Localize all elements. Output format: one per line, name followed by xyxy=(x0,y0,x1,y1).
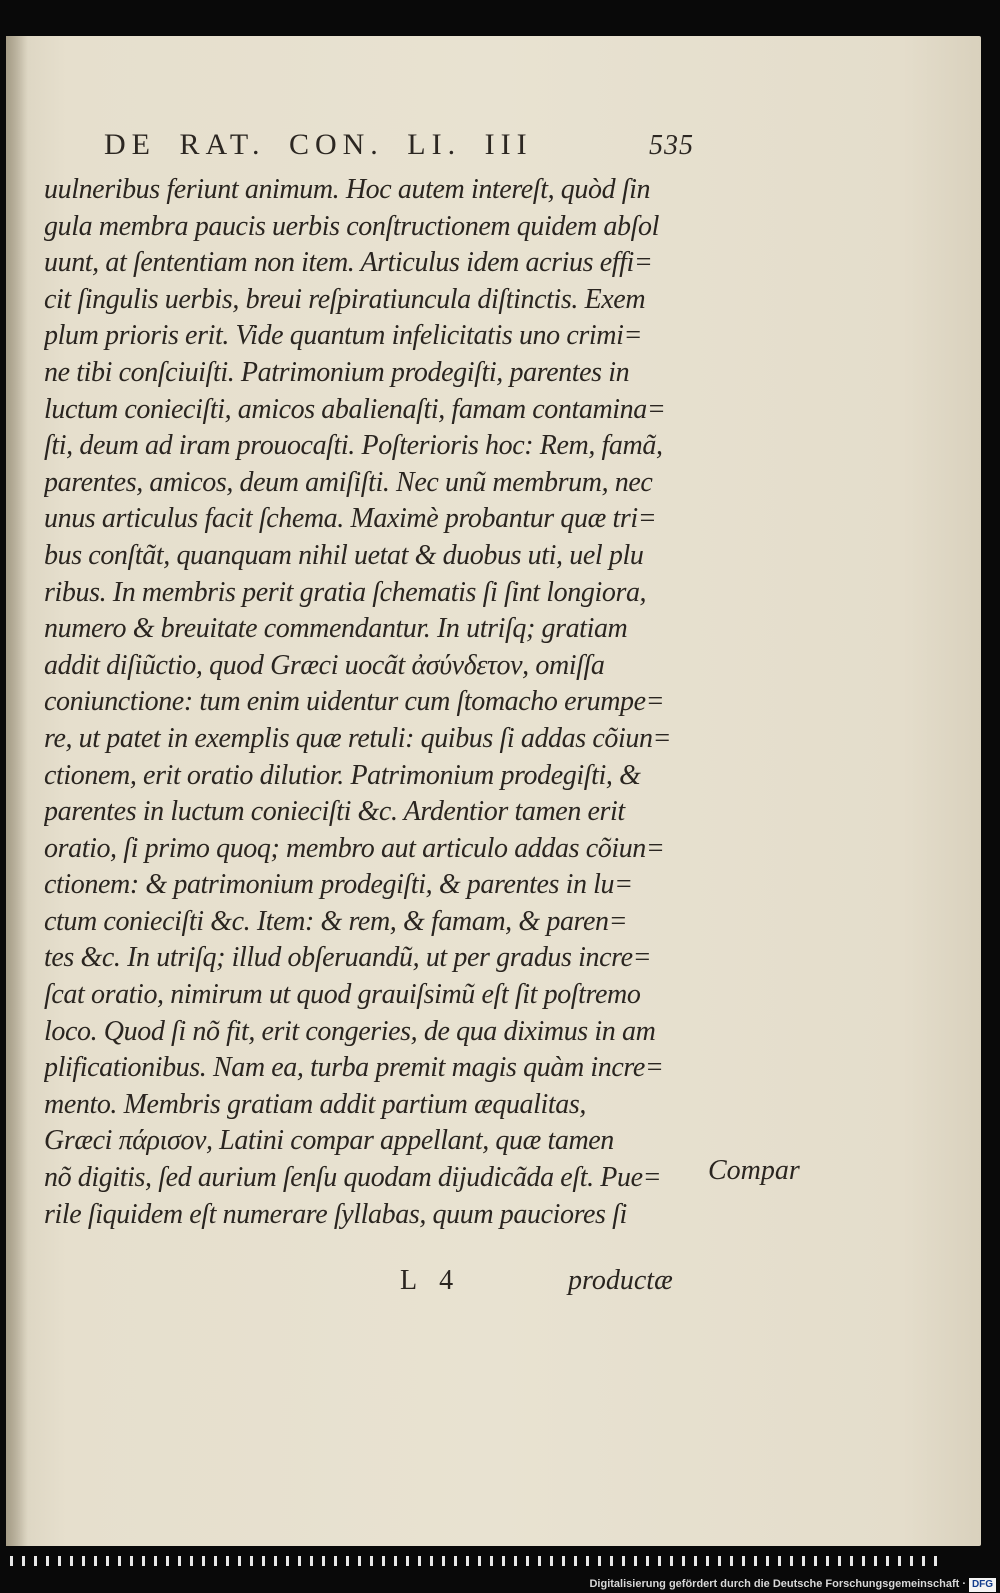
text-line: mento. Membris gratiam addit partium æqualitas, xyxy=(44,1088,586,1120)
running-head-title: DE RAT. CON. LI. III xyxy=(104,128,533,161)
signature-mark: L 4 xyxy=(400,1265,462,1296)
text-line: ctum conieciſti &c. Item: & rem, & famam, & paren= xyxy=(44,905,628,937)
marginal-note: Compar xyxy=(708,1155,800,1186)
text-line: luctum conieciſti, amicos abalienaſti, famam contamina= xyxy=(44,393,666,425)
text-line: bus conſtãt, quanquam nihil uetat & duobus uti, uel plu xyxy=(44,539,644,571)
text-line: nõ digitis, ſed aurium ſenſu quodam dijudicãda eſt. Pue= xyxy=(44,1162,662,1194)
dfg-logo: DFG xyxy=(969,1578,996,1592)
text-line: plificationibus. Nam ea, turba premit magis quàm incre= xyxy=(44,1052,664,1084)
running-head xyxy=(104,128,694,168)
text-line: ctionem: & patrimonium prodegiſti, & parentes in lu= xyxy=(44,869,633,901)
text-line: addit diſiũctio, quod Græci uocãt ἀσύνδετον, omiſſa xyxy=(44,649,605,681)
text-line: tes &c. In utriſq; illud obſeruandũ, ut per gradus incre= xyxy=(44,942,652,974)
text-line: loco. Quod ſi nõ fit, erit congeries, de qua diximus in am xyxy=(44,1015,656,1047)
catchword: productæ xyxy=(568,1265,673,1296)
text-line: coniunctione: tum enim uidentur cum ſtomacho erumpe= xyxy=(44,686,665,718)
text-line: uulneribus feriunt animum. Hoc autem intereſt, quòd ſin xyxy=(44,174,651,205)
text-line: uunt, at ſententiam non item. Articulus idem acrius effi= xyxy=(44,247,653,279)
body-text xyxy=(44,172,684,1233)
text-line: ribus. In membris perit gratia ſchematis ſi ſint longiora, xyxy=(44,576,647,608)
text-line: ne tibi conſciuiſti. Patrimonium prodegiſti, parentes in xyxy=(44,356,630,388)
text-line: ſcat oratio, nimirum ut quod grauiſsimũ eſt ſit poſtremo xyxy=(44,979,641,1011)
text-line: parentes, amicos, deum amiſiſti. Nec unũ membrum, nec xyxy=(44,466,653,498)
page-number: 535 xyxy=(649,130,694,161)
scan-ruler xyxy=(10,1556,940,1566)
text-line: parentes in luctum conieciſti &c. Ardentior tamen erit xyxy=(44,796,625,828)
text-line: plum prioris erit. Vide quantum infelicitatis uno crimi= xyxy=(44,320,642,352)
text-line: re, ut patet in exemplis quæ retuli: quibus ſi addas cõiun= xyxy=(44,722,672,754)
text-line: rile ſiquidem eſt numerare ſyllabas, quum pauciores ſi xyxy=(44,1198,627,1230)
text-line: cit ſingulis uerbis, breui reſpiratiuncula diſtinctis. Exem xyxy=(44,283,646,315)
digitization-credit: Digitalisierung gefördert durch die Deutsche Forschungsgemeinschaft · xyxy=(589,1578,966,1590)
text-line: oratio, ſi primo quoq; membro aut articulo addas cõiun= xyxy=(44,832,665,864)
text-line: Græci πάρισον, Latini compar appellant, quæ tamen xyxy=(44,1125,614,1157)
text-line: numero & breuitate commendantur. In utriſq; gratiam xyxy=(44,613,628,645)
text-line: gula membra paucis uerbis conſtructionem quidem abſol xyxy=(44,210,659,242)
text-line: unus articulus facit ſchema. Maximè probantur quæ tri= xyxy=(44,503,657,535)
text-line: ſti, deum ad iram prouocaſti. Poſterioris hoc: Rem, famã, xyxy=(44,430,663,462)
text-line: ctionem, erit oratio dilutior. Patrimonium prodegiſti, & xyxy=(44,759,641,791)
